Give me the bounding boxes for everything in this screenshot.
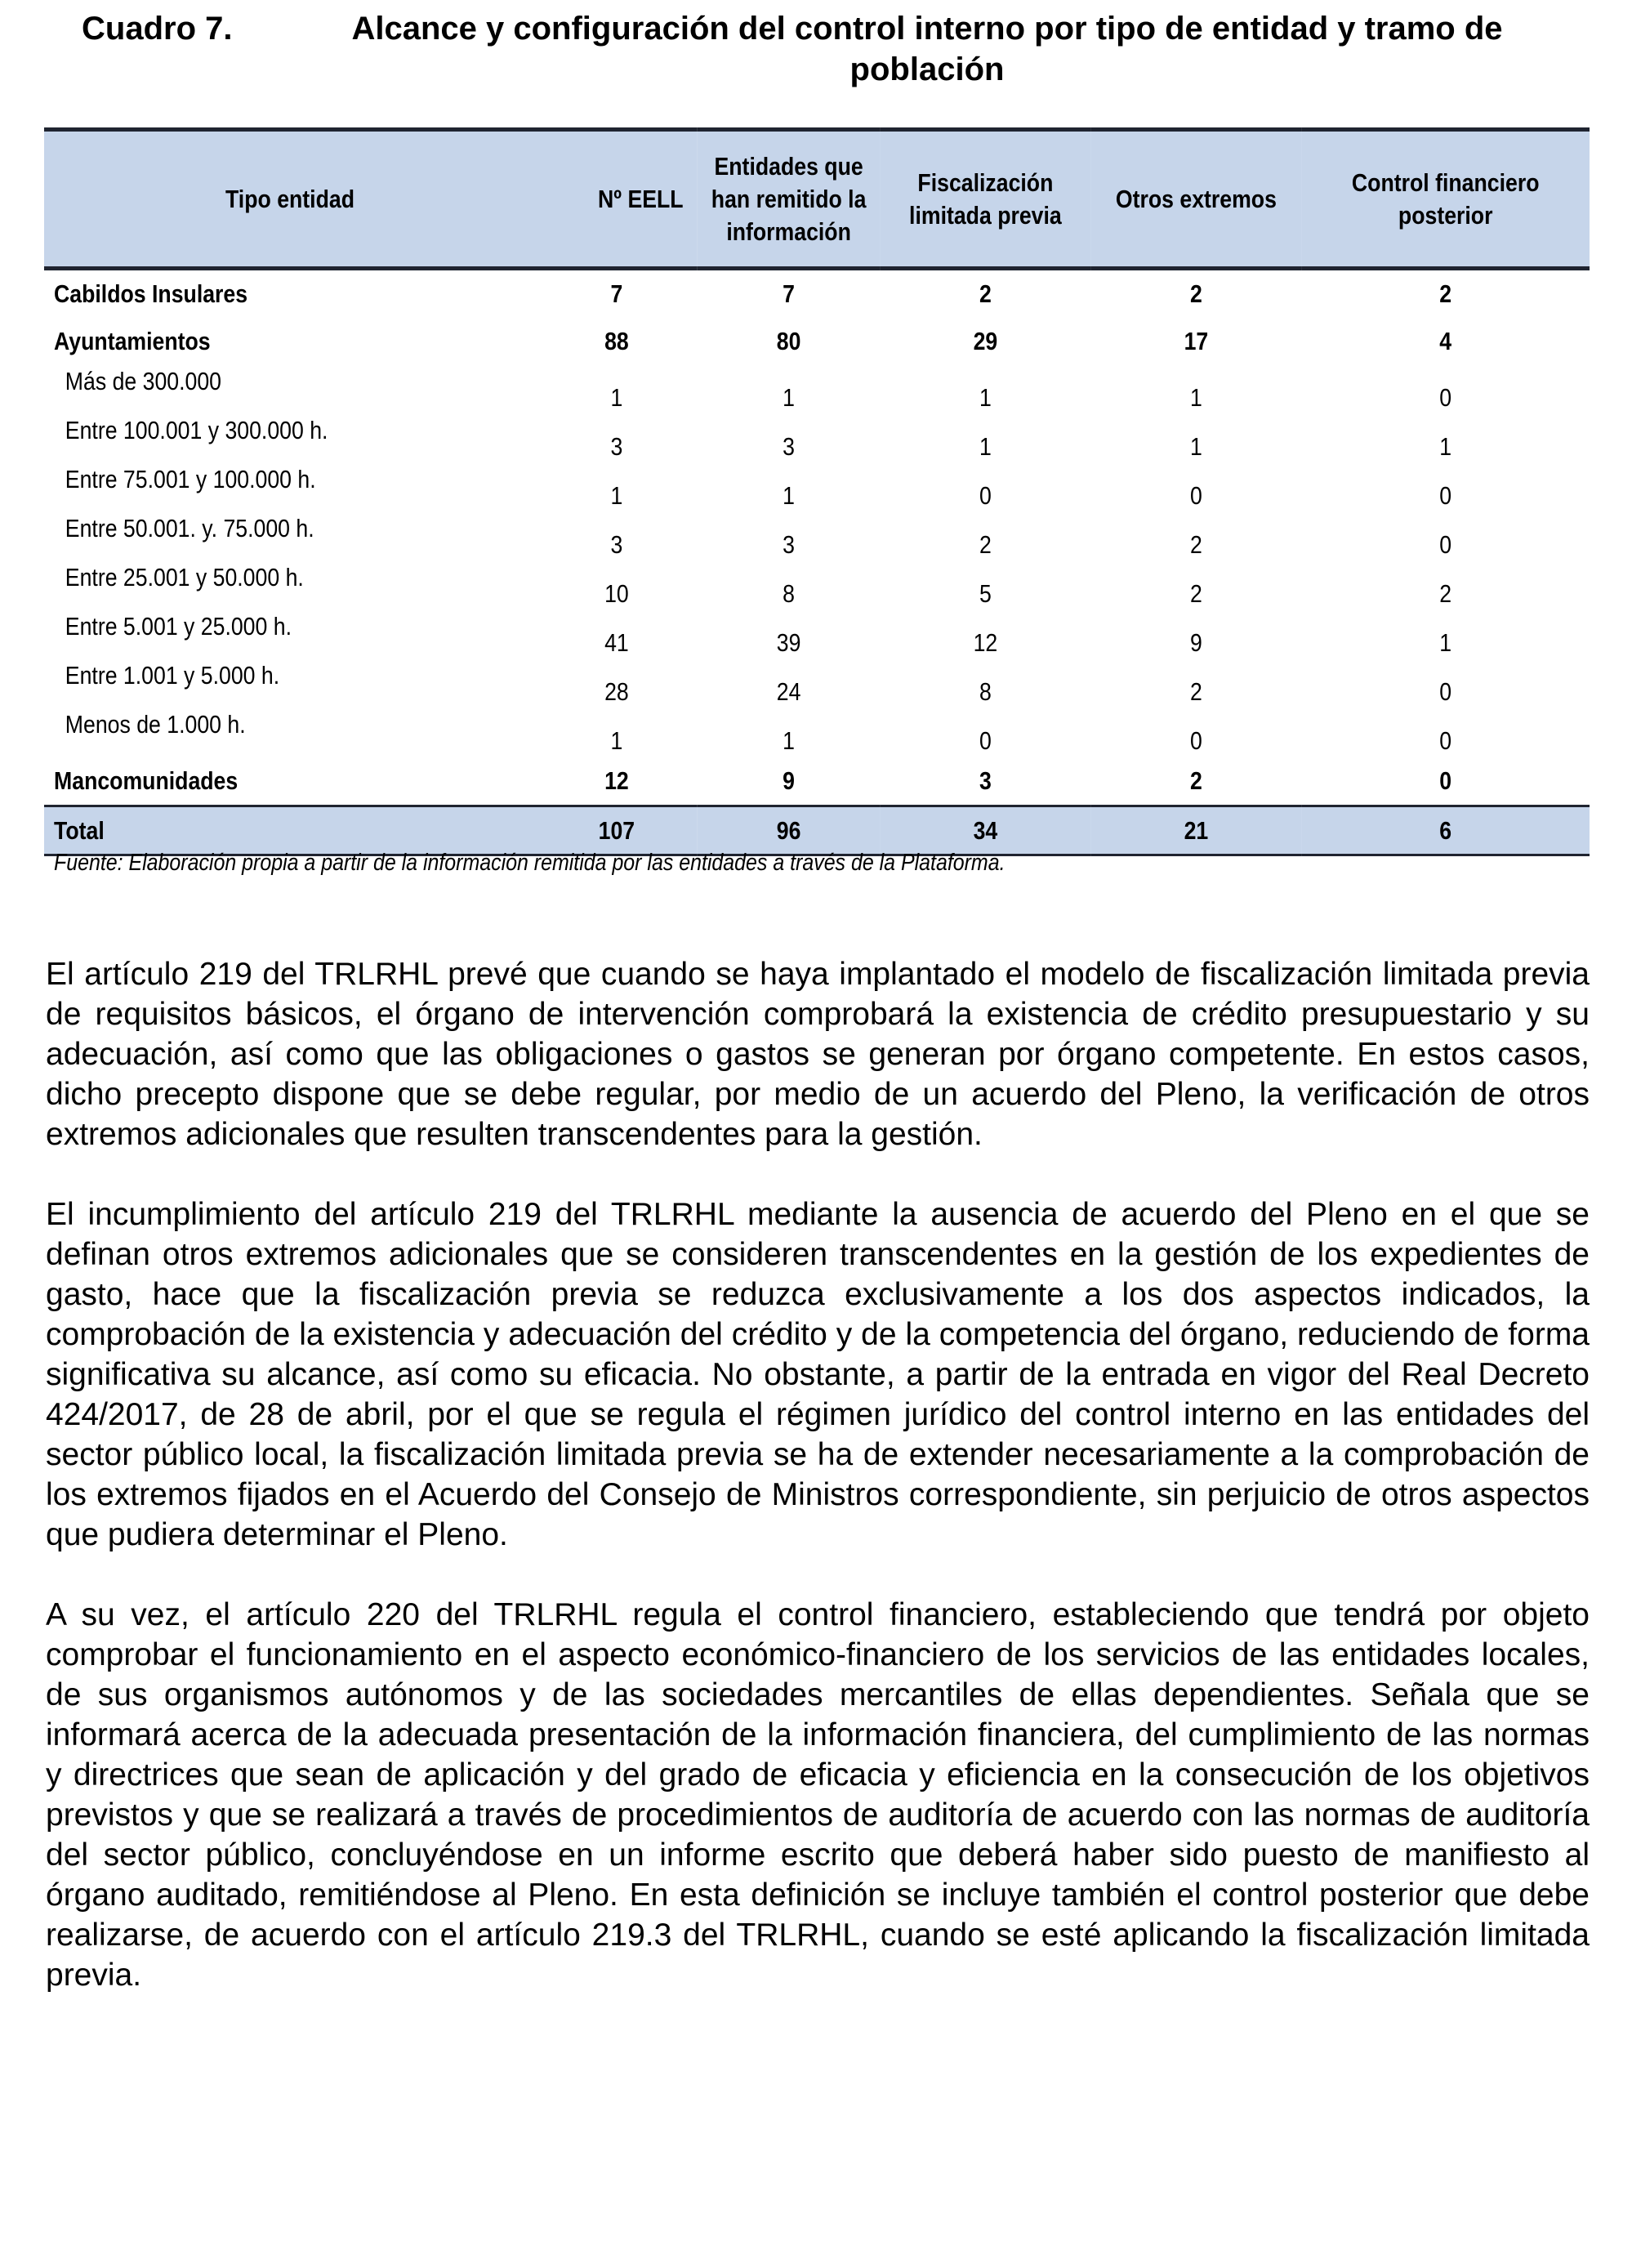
body-text [46,954,1590,2035]
cell-fiscalizacion: 2 [979,279,992,308]
paragraph: El incumplimiento del artículo 219 del TRLRHL mediante la ausencia de acuerdo del Pleno en el que se definan otros extremos adicionales que se consideren transcendentes en la gestión de los expedientes de gasto, hace que la fiscalización previa se reduzca exclusivamente a los dos aspectos indicados, la comprobación de la existencia y adecuación del crédito y de la competencia del órgano, reduciendo de forma significativa su alcance, así como su eficacia. No obstante, a partir de la entrada en vigor del Real Decreto 424/2017, de 28 de abril, por el que se regula el régimen jurídico del control interno en las entidades del sector público local, la fiscalización limitada previa se ha de extender necesariamente a la comprobación de los extremos fijados en el Acuerdo del Consejo de Ministros correspondiente, sin perjuicio de otros aspectos que pudiera determinar el Pleno. [46,1197,1590,1552]
cell-remitido: 8 [783,579,796,608]
cell-otros: 2 [1189,766,1202,795]
table-row [44,365,1590,414]
cell-remitido: 1 [783,726,796,755]
cell-fiscalizacion: 2 [979,530,992,559]
cell-n-eell: 41 [604,628,629,657]
table-row [44,414,1590,463]
table-row [44,269,1590,319]
cell-fiscalizacion: 0 [979,481,992,510]
row-label: Entre 1.001 y 5.000 h. [65,661,280,690]
cell-fiscalizacion: 12 [973,628,998,657]
table-row [44,561,1590,610]
cell-remitido: 1 [783,481,796,510]
cell-control: 1 [1439,432,1452,461]
cell-remitido: 9 [783,766,796,795]
cell-n-eell: 10 [604,579,629,608]
cell-otros: 1 [1189,383,1202,412]
paragraph: A su vez, el artículo 220 del TRLRHL regula el control financiero, estableciendo que tendrá por objeto comprobar el funcionamiento en el aspecto económico-financiero de los servicios de las entidades locales, de sus organismos autónomos y de las sociedades mercantiles de ellas dependientes. Señala que se informará acerca de la adecuada presentación de la información financiera, del cumplimiento de las normas y directrices que sean de aplicación y del grado de eficacia y eficiencia en la consecución de los objetivos previstos y que se realizará a través de procedimientos de auditoría de acuerdo con las normas de auditoría del sector público, concluyéndose en un informe escrito que deberá haber sido puesto de manifiesto al órgano auditado, remitiéndose al Pleno. En esta definición se incluye también el control posterior que debe realizarse, de acuerdo con el artículo 219.3 del TRLRHL, cuando se esté aplicando la fiscalización limitada previa. [46,1597,1590,1993]
cell-remitido: 24 [776,677,801,706]
caption-title: Alcance y configuración del control interno por tipo de entidad y tramo de población [351,11,1503,87]
cell-control: 0 [1439,530,1452,559]
cell-fiscalizacion: 0 [979,726,992,755]
cell-remitido: 39 [776,628,801,657]
row-label: Más de 300.000 [65,367,222,395]
cell-fiscalizacion: 5 [979,579,992,608]
cell-otros: 17 [1184,327,1209,355]
cell-n-eell: 12 [604,766,629,795]
cell-n-eell: 88 [604,327,629,355]
cell-fiscalizacion: 8 [979,677,992,706]
cell-n-eell: 1 [610,481,623,510]
header-otros-extremos: Otros extremos [1090,130,1301,269]
cell-remitido: 3 [783,530,796,559]
table-row [44,463,1590,512]
cell-otros: 2 [1189,530,1202,559]
cell-fiscalizacion: 1 [979,383,992,412]
cell-n-eell: 3 [610,432,623,461]
total-otros: 21 [1090,806,1301,855]
row-label: Entre 50.001. y. 75.000 h. [65,514,314,542]
header-tipo-entidad: Tipo entidad [44,130,536,269]
header-control-financiero: Control financiero posterior [1301,130,1590,269]
cell-remitido: 7 [783,279,796,308]
cell-fiscalizacion: 1 [979,432,992,461]
cell-n-eell: 7 [610,279,623,308]
cell-control: 2 [1439,279,1452,308]
cell-otros: 2 [1189,279,1202,308]
table-row [44,757,1590,806]
row-label: Ayuntamientos [54,327,211,355]
cell-otros: 2 [1189,579,1202,608]
total-control: 6 [1301,806,1590,855]
header-fiscalizacion-limitada: Fiscalización limitada previa [880,130,1090,269]
cell-control: 1 [1439,628,1452,657]
row-label: Entre 75.001 y 100.000 h. [65,465,316,493]
cell-n-eell: 1 [610,383,623,412]
cell-control: 0 [1439,766,1452,795]
row-label: Menos de 1.000 h. [65,710,246,739]
cell-n-eell: 28 [604,677,629,706]
cell-control: 0 [1439,726,1452,755]
paragraph: El artículo 219 del TRLRHL prevé que cuando se haya implantado el modelo de fiscalización limitada previa de requisitos básicos, el órgano de intervención comprobará la existencia de crédito presupuestario y su adecuación, así como que las obligaciones o gastos se generan por órgano competente. En estos casos, dicho precepto dispone que se debe regular, por medio de un acuerdo del Pleno, la verificación de otros extremos adicionales que resulten transcendentes para la gestión. [46,957,1590,1152]
row-label: Cabildos Insulares [54,279,248,308]
table-header-row [44,130,1590,269]
table-source-note: Fuente: Elaboración propia a partir de la información remitida por las entidades a través de la Plataforma. [54,850,1006,876]
cell-remitido: 3 [783,432,796,461]
total-remitido: 96 [698,806,881,855]
row-label: Entre 100.001 y 300.000 h. [65,416,328,444]
cell-otros: 0 [1189,481,1202,510]
table-row [44,512,1590,561]
table-row [44,659,1590,708]
total-fiscalizacion: 34 [880,806,1090,855]
cell-control: 4 [1439,327,1452,355]
row-label: Entre 25.001 y 50.000 h. [65,563,304,592]
cell-control: 0 [1439,481,1452,510]
control-interno-table [44,127,1590,856]
cell-remitido: 80 [776,327,801,355]
cell-otros: 0 [1189,726,1202,755]
table-total-row [44,806,1590,855]
cell-n-eell: 3 [610,530,623,559]
cell-otros: 2 [1189,677,1202,706]
row-label: Entre 5.001 y 25.000 h. [65,612,292,641]
header-n-eell: Nº EELL [536,130,698,269]
cell-remitido: 1 [783,383,796,412]
cell-fiscalizacion: 3 [979,766,992,795]
table-row [44,318,1590,365]
table-row [44,610,1590,659]
header-entidades-remitido: Entidades que han remitido la información [698,130,881,269]
row-label: Mancomunidades [54,766,239,795]
cell-otros: 9 [1189,628,1202,657]
cell-control: 0 [1439,677,1452,706]
cell-fiscalizacion: 29 [973,327,998,355]
total-n-eell: 107 [536,806,698,855]
cell-control: 2 [1439,579,1452,608]
total-label: Total [44,806,536,855]
table-row [44,708,1590,757]
cell-n-eell: 1 [610,726,623,755]
caption-number: Cuadro 7. [82,11,233,47]
cell-control: 0 [1439,383,1452,412]
cell-otros: 1 [1189,432,1202,461]
